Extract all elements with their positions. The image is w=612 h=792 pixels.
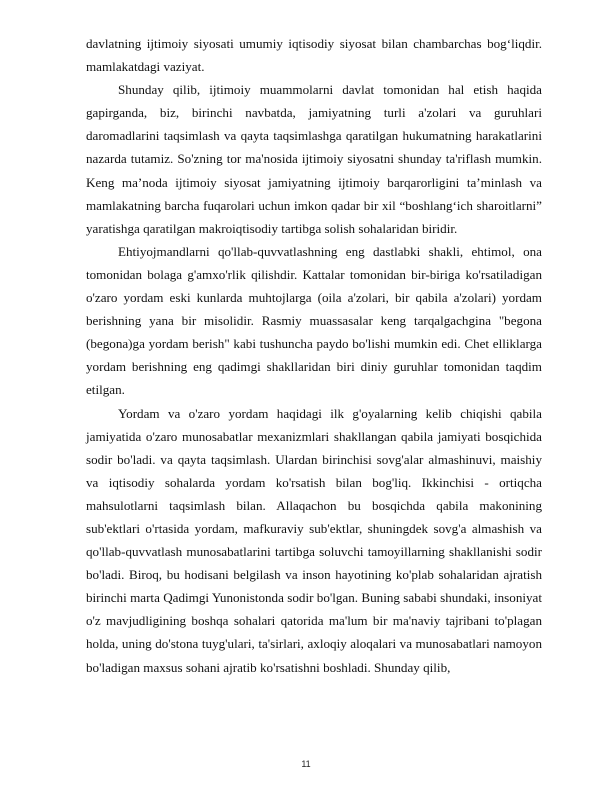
page-number: 11 (301, 759, 311, 769)
paragraph-mutual-aid-origins: Yordam va o'zaro yordam haqidagi ilk g'oyalarning kelib chiqishi qabila jamiyatida o'zaro munosabatlar mexanizmlari shakllangan qabila jamiyati bosqichida sodir bo'ladi. va qayta taqsimlash. Ulardan birinchisi sovg'alar almashinuvi, maishiy va iqtisodiy sohalarda yordam ko'rsatish bilan bog'liq. Ikkinchisi - ortiqcha mahsulotlarni taqsimlash bilan. Allaqachon bu bosqichda qabila makonining sub'ektlari o'rtasida yordam, mafkuraviy sub'ektlar, shuningdek sovg'a almashish va qo'llab-quvvatlash munosabatlarini tartibga soluvchi tamoyillarning shakllanishi sodir bo'ladi. Biroq, bu hodisani belgilash va inson hayotining ko'plab sohalaridan ajratish birinchi marta Qadimgi Yunonistonda sodir bo'lgan. Buning sababi shundaki, insoniyat o'z mavjudligining boshqa sohalari qatorida ma'lum bir ma'naviy tajribani to'plagan holda, uning do'stona tuyg'ulari, ta'sirlari, axloqiy aloqalari va munosabatlari namoyon bo'ladigan maxsus sohani ajratib ko'rsatishni boshladi. Shunday qilib, (86, 405, 542, 675)
paragraph-continuation: davlatning ijtimoiy siyosati umumiy iqtisodiy siyosat bilan chambarchas bog‘liqdir. mamlakatdagi vaziyat. (86, 36, 542, 75)
paragraph-support-forms: Ehtiyojmandlarni qo'llab-quvvatlashning eng dastlabki shakli, ehtimol, ona tomonidan bolaga g'amxo'rlik qilishdir. Kattalar tomonidan bir-biriga ko'rsatiladigan o'zaro yordam eski kunlarda muhtojlarga (oila a'zolari, bir qabila a'zolari) yordam berishning yana bir misolidir. Rasmiy muassasalar keng tarqalgachgina "begona (begona)ga yordam berish" kabi tushuncha paydo bo'lishi mumkin edi. Chet elliklarga yordam berishning eng qadimgi shakllaridan biri diniy guruhlar tomonidan taqdim etilgan. (86, 243, 542, 398)
document-body (86, 32, 542, 679)
paragraph-social-problems: Shunday qilib, ijtimoiy muammolarni davlat tomonidan hal etish haqida gapirganda, biz, birinchi navbatda, jamiyatning turli a'zolari va guruhlari daromadlarini taqsimlash va qayta taqsimlashga qaratilgan hukumatning harakatlarini nazarda tutamiz. So'zning tor ma'nosida ijtimoiy siyosatni shunday ta'riflash mumkin. Keng ma’noda ijtimoiy siyosat jamiyatning ijtimoiy barqarorligini ta’minlash va mamlakatning barcha fuqarolari uchun imkon qadar bir xil “boshlang‘ich sharoitlarni” yaratishga qaratilgan makroiqtisodiy tartibga solish sohalaridan biridir. (86, 82, 542, 236)
